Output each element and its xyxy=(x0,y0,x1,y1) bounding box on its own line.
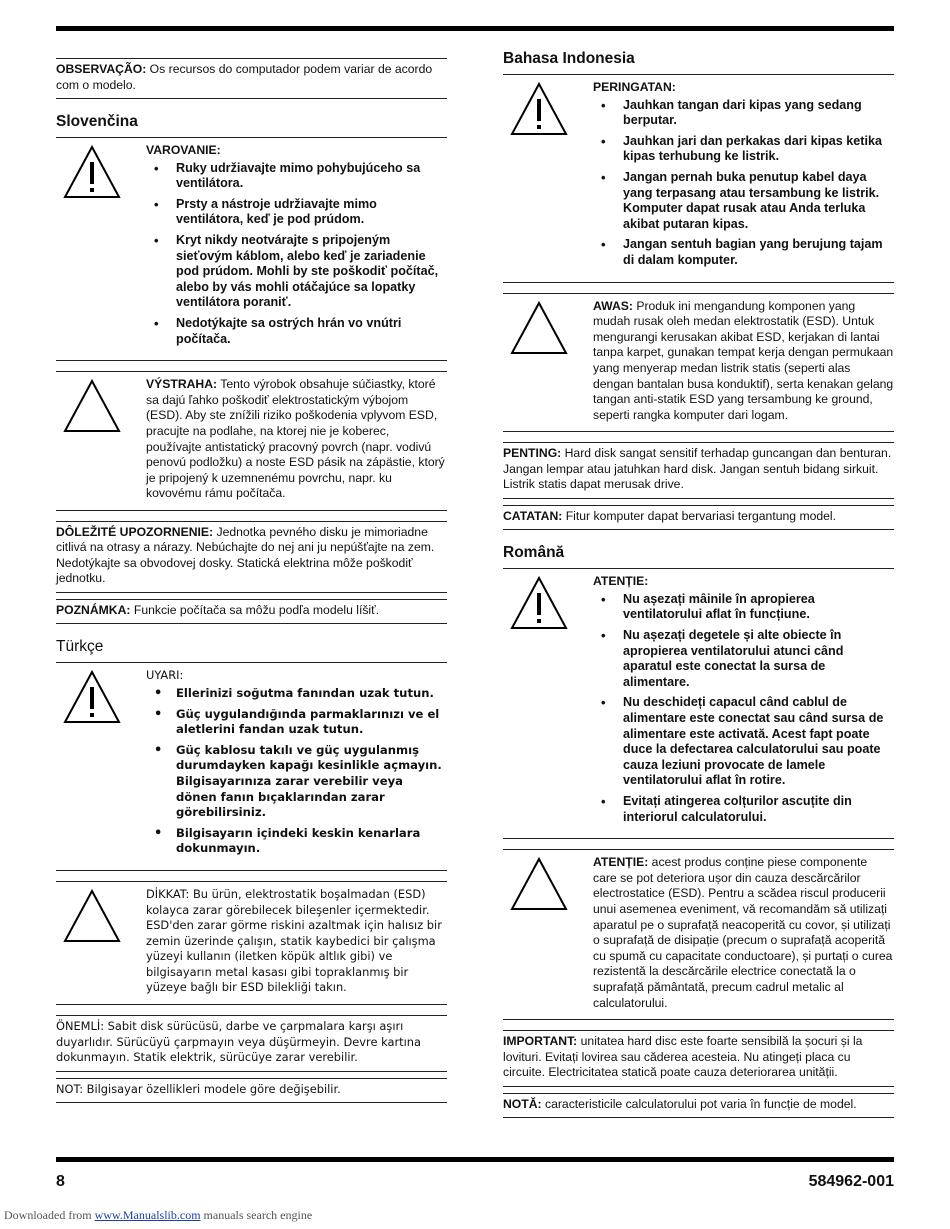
important-label: ÖNEMLİ: xyxy=(56,1019,105,1034)
caution-icon xyxy=(509,300,569,356)
caution-label: VÝSTRAHA: xyxy=(146,377,218,392)
important-label: DÔLEŽITÉ UPOZORNENIE: xyxy=(56,524,214,539)
list-item: • Güç kablosu takılı ve güç uygulanmış durumdayken kapağı kesinlikle açmayın. Bilgisayarınıza zarar verebilir veya dönen fanın bıçaklarından zarar görebilirsiniz. xyxy=(146,743,447,821)
caution-text: Tento výrobok obsahuje súčiastky, ktoré sa dajú ľahko poškodiť elektrostatickým výbojom (ESD). Aby ste znížili riziko poškodenia vplyvom ESD, pracujte na podlahe, na ktorej nie je koberec, používajte antistatický pracovný povrch (napr. vodivú penovú podložku) a noste ESD pásik na zápästie, ktorý je pripojený k uzemnenému povrchu, napr. ku kovovému rámu počítača. xyxy=(146,377,445,501)
warning-callout-tr xyxy=(56,662,447,871)
footer-prefix: Downloaded from xyxy=(4,1208,95,1222)
list-item: • Kryt nikdy neotvárajte s pripojeným sieťovým káblom, alebo keď je zariadenie pod prúdom. Mohli by ste poškodiť počítač, alebo by vás mohli otáčajúce sa lopatky ventilátora poraniť. xyxy=(146,233,447,311)
warning-icon xyxy=(62,144,122,200)
list-item: • Evitați atingerea colțurilor ascuțite din interiorul calculatorului. xyxy=(593,794,894,825)
caution-icon xyxy=(62,888,122,944)
warning-icon xyxy=(62,669,122,725)
note-ro xyxy=(503,1093,894,1119)
important-note-ro xyxy=(503,1030,894,1087)
warning-label: PERINGATAN: xyxy=(593,80,676,94)
caution-callout-tr xyxy=(56,881,447,1005)
document-code: 584962-001 xyxy=(808,1173,894,1190)
important-text: unitatea hard disc este foarte sensibilă la șocuri și la lovituri. Evitați lovirea sau căderea acesteia. Nu atingeți placa cu circuite. Electricitatea statică poate cauza deteriorarea unității. xyxy=(503,1034,863,1080)
note-text: Funkcie počítača sa môžu podľa modelu líšiť. xyxy=(130,602,380,617)
important-text: Sabit disk sürücüsü, darbe ve çarpmalara karşı aşırı duyarlıdır. Sürücüyü çarpmayın veya düşürmeyin. Devre kartına dokunmayın. Statik elektrik, sürücüye zarar verebilir. xyxy=(56,1019,421,1065)
list-item: • Prsty a nástroje udržiavajte mimo ventilátora, keď je pod prúdom. xyxy=(146,197,447,228)
note-portuguese xyxy=(56,58,447,99)
list-item: • Nu așezați degetele și alte obiecte în apropierea ventilatorului atunci când aparatul este conectat la sursa de alimentare. xyxy=(593,628,894,690)
note-label: OBSERVAÇÃO: xyxy=(56,62,147,76)
section-title-bahasa-indonesia: Bahasa Indonesia xyxy=(503,50,635,67)
caution-text: Bu ürün, elektrostatik boşalmadan (ESD) kolayca zarar görebilecek bileşenler içermektedir. ESD'den zarar görme riskini azaltmak için halısız bir zemin üzerinde çalışın, statik kaybedici bir çalışma yüzeyi kullanın (iletken köpük altlık gibi) ve bilgisayarın metal kasası gibi topraklanmış bir yüzeye bağlı bir ESD bilekliği takın. xyxy=(146,886,442,995)
important-text: Hard disk sangat sensitif terhadap guncangan dan benturan. Jangan lempar atau jatuhkan hard disk. Jangan sentuh bidang sirkuit. Listrik statis dapat merusak drive. xyxy=(503,446,892,492)
list-item: • Nedotýkajte sa ostrých hrán vo vnútri počítača. xyxy=(146,316,447,347)
note-id xyxy=(503,505,894,531)
caution-callout-id xyxy=(503,293,894,433)
important-note-id xyxy=(503,442,894,499)
list-item: • Jangan pernah buka penutup kabel daya yang terpasang atau tersambung ke listrik. Komputer dapat rusak atau Anda terluka akibat putaran kipas. xyxy=(593,170,894,232)
important-text: Jednotka pevného disku je mimoriadne citlivá na otrasy a nárazy. Nebúchajte do nej ani ju nepúšťajte na zem. Nedotýkajte sa obvodovej dosky. Statická elektrina môže poškodiť jednotku. xyxy=(56,524,435,586)
right-column xyxy=(503,40,894,1118)
note-label: NOTĂ: xyxy=(503,1096,542,1111)
list-item: • Jangan sentuh bagian yang berujung tajam di dalam komputer. xyxy=(593,237,894,268)
list-item: • Güç uygulandığında parmaklarınızı ve el aletlerini fandan uzak tutun. xyxy=(146,707,447,738)
caution-icon xyxy=(62,378,122,434)
warning-callout-id xyxy=(503,74,894,283)
note-text: Bilgisayar özellikleri modele göre değişebilir. xyxy=(83,1081,341,1096)
note-tr xyxy=(56,1078,447,1104)
warning-label: VAROVANIE: xyxy=(146,143,221,157)
caution-text: acest produs conține piese componente care se pot deteriora ușor din cauza descărcărilor electrostatice (ESD). Pentru a scădea riscul producerii unui asemenea eveniment, vă recomandăm să utilizați aparatul pe o suprafață neacoperită cu covor, și utilizați o suprafață de disipație (precum o suprafață acoperită cu spumă cu capacitate conductoare), și purtați o curea rezistentă la descărcările electrice conectată la o suprafață pământată, precum cadrul metalic al calculatorului. xyxy=(593,855,893,1010)
caution-label: DİKKAT: xyxy=(146,886,190,901)
important-label: IMPORTANT: xyxy=(503,1034,578,1049)
warning-list xyxy=(593,592,894,825)
caution-text: Produk ini mengandung komponen yang mudah rusak oleh medan elektrostatik (ESD). Untuk mengurangi kerusakan akibat ESD, kerjakan di lantai tanpa karpet, gunakan tempat kerja dengan permukaan yang menyerap medan listrik statis (seperti alas dengan bantalan busa konduktif), serta kenakan gelang tangan anti-statik ESD yang tersambung ke ground, seperti rangka komputer dari logam. xyxy=(593,298,894,422)
caution-label: AWAS: xyxy=(593,298,633,313)
bottom-rule xyxy=(56,1157,894,1162)
list-item: • Jauhkan jari dan perkakas dari kipas ketika kipas terhubung ke listrik. xyxy=(593,134,894,165)
section-title-slovencina: Slovenčina xyxy=(56,113,138,130)
note-text: Fitur komputer dapat bervariasi tergantung model. xyxy=(562,508,837,523)
warning-callout-ro xyxy=(503,568,894,839)
list-item: • Ellerinizi soğutma fanından uzak tutun. xyxy=(146,686,447,702)
warning-label: UYARI: xyxy=(146,668,184,683)
warning-list xyxy=(593,98,894,269)
important-note-sk xyxy=(56,521,447,593)
top-rule xyxy=(56,26,894,31)
manualslib-link[interactable]: www.Manualslib.com xyxy=(94,1208,201,1222)
list-item: • Nu așezați mâinile în apropierea ventilatorului aflat în funcțiune. xyxy=(593,592,894,623)
note-text: caracteristicile calculatorului pot varia în funcție de model. xyxy=(541,1096,857,1111)
note-sk xyxy=(56,599,447,625)
section-title-romana: Română xyxy=(503,544,565,562)
list-item: • Bilgisayarın içindeki keskin kenarlara dokunmayın. xyxy=(146,826,447,857)
download-footer xyxy=(4,1208,312,1223)
warning-label: ATENȚIE: xyxy=(593,574,649,589)
important-note-tr xyxy=(56,1015,447,1072)
caution-callout-ro xyxy=(503,849,894,1020)
note-label: CATATAN: xyxy=(503,508,563,523)
note-label: NOT: xyxy=(56,1081,84,1096)
list-item: • Nu deschideți capacul când cablul de alimentare este conectat sau când sursa de alimentare este activată. Acest fapt poate duce la defectarea calculatorului sau poate cauza leziuni provocate de lamele ventilatorului aflat în rotire. xyxy=(593,695,894,789)
note-label: POZNÁMKA: xyxy=(56,602,131,617)
warning-icon xyxy=(509,81,569,137)
section-title-turkce: Türkçe xyxy=(56,638,104,656)
left-column xyxy=(56,40,447,1103)
caution-label: ATENȚIE: xyxy=(593,855,649,870)
caution-callout-sk xyxy=(56,371,447,511)
important-label: PENTING: xyxy=(503,446,562,461)
warning-list xyxy=(146,686,447,857)
note-text: Os recursos do computador podem variar de acordo com o modelo. xyxy=(56,62,433,92)
page-number: 8 xyxy=(56,1173,65,1190)
warning-list xyxy=(146,161,447,348)
list-item: • Ruky udržiavajte mimo pohybujúceho sa ventilátora. xyxy=(146,161,447,192)
warning-callout-sk xyxy=(56,137,447,361)
footer-suffix: manuals search engine xyxy=(200,1208,313,1222)
list-item: • Jauhkan tangan dari kipas yang sedang berputar. xyxy=(593,98,894,129)
caution-icon xyxy=(509,856,569,912)
warning-icon xyxy=(509,575,569,631)
